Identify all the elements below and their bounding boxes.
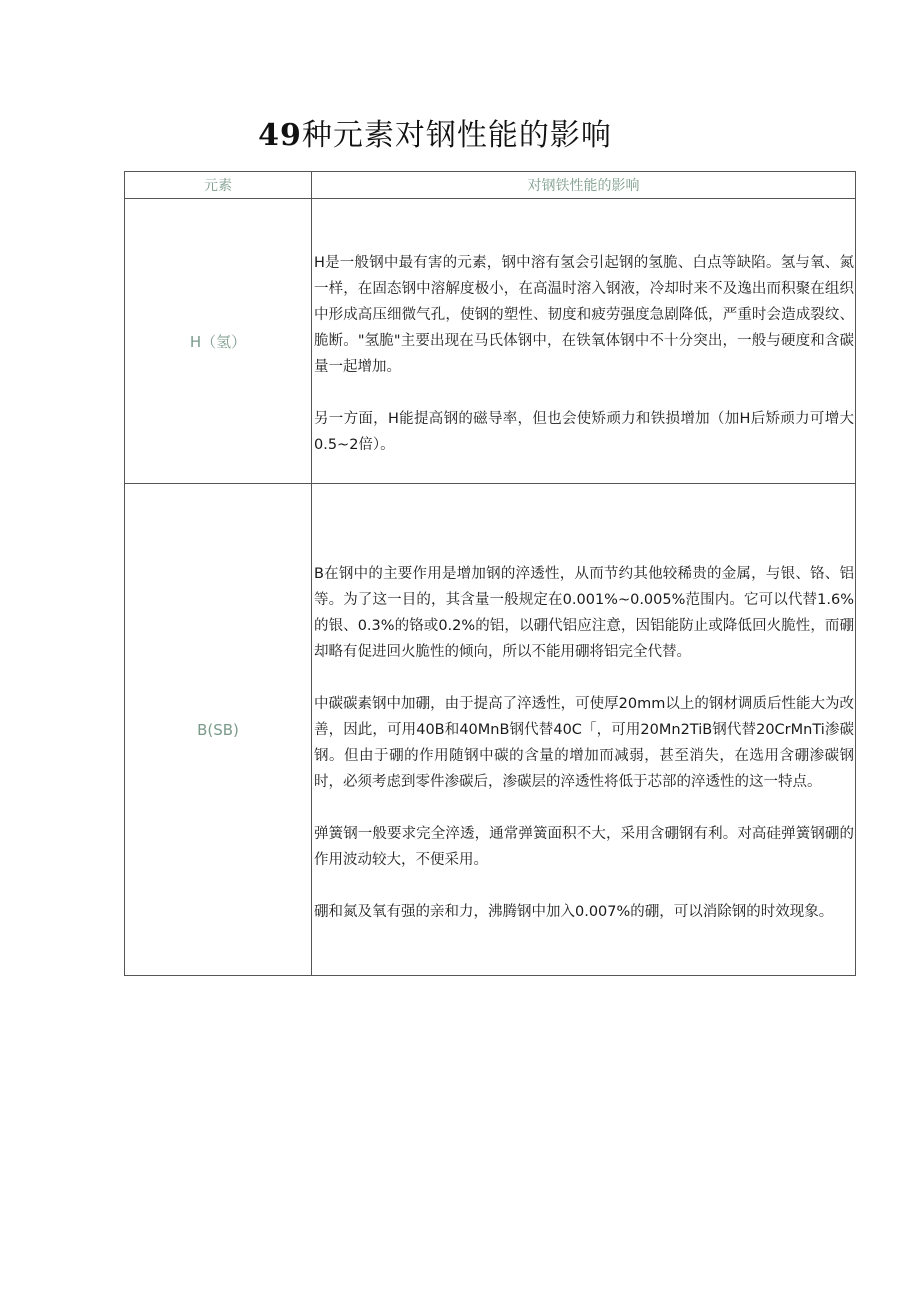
element-name: H（氢） xyxy=(125,199,312,484)
table-header-row xyxy=(125,172,856,199)
element-effect xyxy=(312,484,856,976)
header-effect: 对钢铁性能的影响 xyxy=(312,172,856,199)
title-number: 49 xyxy=(258,118,302,153)
effect-paragraph: 弹簧钢一般要求完全淬透，通常弹簧面积不大，采用含硼钢有利。对高硅弹簧钢硼的作用波动较大，不便采用。 xyxy=(314,825,854,868)
effect-paragraph: 硼和氮及氧有强的亲和力，沸腾钢中加入0.007%的硼，可以消除钢的时效现象。 xyxy=(314,903,834,920)
element-name: B(SB) xyxy=(125,484,312,976)
table-row-boron xyxy=(125,484,856,976)
effect-paragraph: 另一方面，H能提高钢的磁导率，但也会使矫顽力和铁损增加（加H后矫顽力可增大0.5~2倍）。 xyxy=(314,411,854,453)
element-effect xyxy=(312,199,856,484)
title-text: 种元素对钢性能的影响 xyxy=(301,118,612,153)
effect-paragraph: H是一般钢中最有害的元素，钢中溶有氢会引起钢的氢脆、白点等缺陷。氢与氧、氮一样，在固态钢中溶解度极小，在高温时溶入钢液，冷却时来不及逸出而积聚在组织中形成高压细微气孔，使钢的塑性、韧度和疲劳强度急剧降低，严重时会造成裂纹、脆断。"氢脆"主要出现在马氏体钢中，在铁氧体钢中不十分突出，一般与硬度和含碳量一起增加。 xyxy=(314,255,854,375)
page-title xyxy=(0,116,870,156)
effect-paragraph: 中碳碳素钢中加硼，由于提高了淬透性，可使厚20mm以上的钢材调质后性能大为改善，因此，可用40B和40MnB钢代替40C「，可用20Mn2TiB钢代替20CrMnTi渗碳钢。但由于硼的作用随钢中碳的含量的增加而减弱，甚至消失，在选用含硼渗碳钢时，必须考虑到零件渗碳后，渗碳层的淬透性将低于芯部的淬透性的这一特点。 xyxy=(314,695,854,790)
header-element: 元素 xyxy=(125,172,312,199)
element-effects-table xyxy=(124,171,856,976)
table-row-hydrogen xyxy=(125,199,856,484)
effect-paragraph: B在钢中的主要作用是增加钢的淬透性，从而节约其他较稀贵的金属，与银、铬、铝等。为了这一目的，其含量一般规定在0.001%~0.005%范围内。它可以代替1.6%的银、0.3%的铬或0.2%的铝，以硼代铝应注意，因铝能防止或降低回火脆性，而硼却略有促进回火脆性的倾向，所以不能用硼将铝完全代替。 xyxy=(314,565,854,660)
